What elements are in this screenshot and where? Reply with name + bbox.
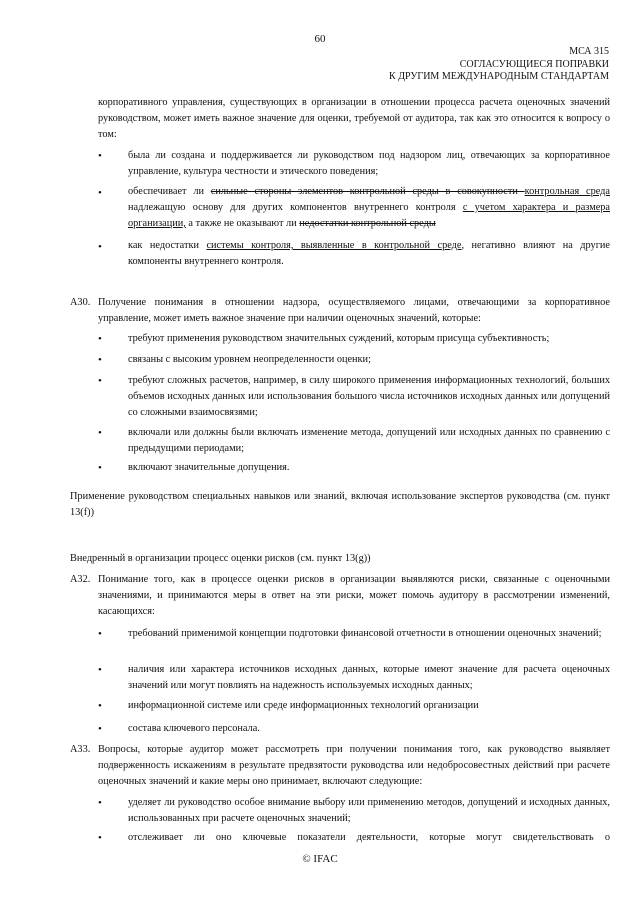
a30-bullet-1: требуют применения руководством значительных суждений, которым присуща субъективность; [128,333,550,344]
bullet-marker: • [98,333,102,345]
bullet-marker: • [98,375,102,387]
a30-paragraph: Получение понимания в отношении надзора, осуществляемого лицами, отвечающими за корпоративное управление, может иметь важное значение при наличии оценочных значений, которые: [98,297,610,324]
footer-copyright: © IFAC [302,853,338,865]
struck-text: недостатки контрольной среды [299,218,436,229]
a33-bullet-2: отслеживает ли оно ключевые показатели деятельности, которые могут свидетельствовать о [128,832,610,843]
inserted-text: g [358,553,364,564]
bullet-marker: • [98,462,102,474]
paragraph-label: А30. [70,297,91,308]
bullet-marker: • [98,723,102,735]
inserted-text: с учетом характера и размера организации, [128,202,610,229]
bullet-marker: • [98,187,102,199]
a32-paragraph: Понимание того, как в процессе оценки рисков в организации выявляются риски, связанные с оценочными значениями, и принимаются меры в ответ на эти риски, может помочь аудитору в рассмотрении изменений, касающихся: [98,574,610,617]
a32-bullet-4: состава ключевого персонала. [128,723,260,734]
a32-bullet-1: требований применимой концепции подготовки финансовой отчетности в отношении оценочных значений; [128,628,602,639]
bullet-marker: • [98,427,102,439]
page-number: 60 [314,33,326,45]
intro-bullet-2: обеспечивает ли сильные стороны элементов контрольной среды в совокупности контрольная среда надлежащую основу для других компонентов внутреннего контроля с учетом характера и размера организации, а также не оказывают ли недостатки контрольной среды [128,186,610,229]
a33-bullet-1: уделяет ли руководство особое внимание выбору или применению методов, допущений и исходных данных, использованных при расчете оценочных значений; [128,797,610,824]
bullet-marker: • [98,150,102,162]
paragraph-label: А32. [70,574,91,585]
header-line-2: К ДРУГИМ МЕЖДУНАРОДНЫМ СТАНДАРТАМ [389,71,609,82]
standard-code: МСА 315 [569,46,609,57]
bullet-marker: • [98,354,102,366]
special-skills-heading: Применение руководством специальных навыков или знаний, включая использование экспертов руководства (см. пункт 13(f)) [70,491,610,518]
a32-bullet-3: информационной системе или среде информационных технологий организации [128,700,479,711]
inserted-text: контрольная среда [524,186,610,197]
paragraph-label: А33. [70,744,91,755]
bullet-marker: • [98,797,102,809]
risk-assessment-heading: Внедренный в организации процесс оценки рисков (см. пункт 13(g)) [70,553,371,564]
intro-bullet-3: как недостатки системы контроля, выявленные в контрольной среде, негативно влияют на другие компоненты внутреннего контроля. [128,240,611,267]
struck-text: сильные стороны элементов контрольной среды в совокупности [210,186,525,197]
a33-paragraph: Вопросы, которые аудитор может рассмотреть при получении понимания того, как руководство выявляет подверженность искажениям в результате предвзятости руководства или недобросовестных действий при расчете оценочных значений и какие меры оно принимает, включают следующие: [98,744,610,787]
intro-bullet-1: была ли создана и поддерживается ли руководством под надзором лиц, отвечающих за корпоративное управление, культура честности и этического поведения; [128,150,610,177]
a30-bullet-5: включают значительные допущения. [128,462,290,473]
bullet-marker: • [98,700,102,712]
a30-bullet-4: включали или должны были включать изменение метода, допущений или исходных данных по сравнению с предыдущими периодами; [128,427,610,454]
a30-bullet-2: связаны с высоким уровнем неопределенности оценки; [128,354,371,365]
intro-paragraph: корпоративного управления, существующих в организации в отношении процесса расчета оценочных значений руководством, может иметь важное значение для оценки, требуемой от аудитора, так как это относится к вопросу о том: [98,97,610,140]
a30-bullet-3: требуют сложных расчетов, например, в силу широкого применения информационных технологий, больших объемов исходных данных или использования большого числа источников исходных данных или допущений со сложными взаимосвязями; [128,375,610,418]
inserted-text: системы контроля, выявленные в контрольной среде [206,240,462,251]
bullet-marker: • [98,628,102,640]
bullet-marker: • [98,832,102,844]
bullet-marker: • [98,241,102,253]
bullet-marker: • [98,664,102,676]
a32-bullet-2: наличия или характера источников исходных данных, которые имеют значение для расчета оценочных значений или могут повлиять на надежность используемых исходных данных; [128,664,610,691]
header-line-1: СОГЛАСУЮЩИЕСЯ ПОПРАВКИ [459,59,609,70]
